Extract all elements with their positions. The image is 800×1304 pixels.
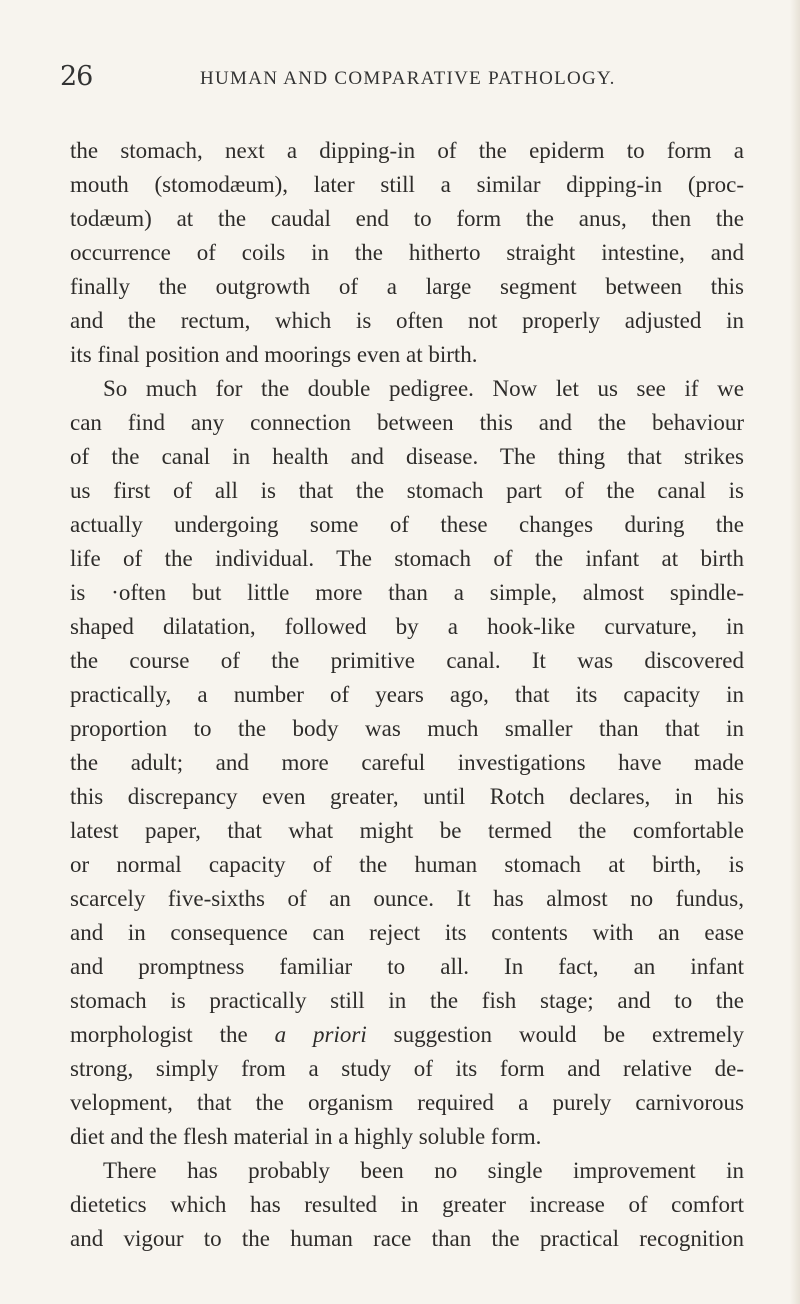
text-line: actually undergoing some of these changes during the: [70, 512, 744, 537]
text-line: proportion to the body was much smaller than that in: [70, 716, 744, 741]
text-line: the course of the primitive canal. It was discovered: [70, 648, 744, 673]
text-run: morphologist the: [70, 1022, 275, 1047]
italic-phrase: a priori: [274, 1022, 367, 1047]
text-line: the adult; and more careful investigations have made: [70, 750, 744, 775]
page-number: 26: [60, 61, 93, 92]
text-line: finally the outgrowth of a large segment between this: [70, 274, 744, 299]
text-line: life of the individual. The stomach of the infant at birth: [70, 546, 744, 571]
text-line: or normal capacity of the human stomach at birth, is: [70, 852, 744, 877]
text-line: and the rectum, which is often not properly adjusted in: [70, 308, 744, 333]
body-text: [70, 134, 744, 1256]
text-line: its final position and moorings even at birth.: [70, 342, 478, 367]
text-line: mouth (stomodæum), later still a similar dipping-in (proc-: [70, 172, 744, 197]
text-line: shaped dilatation, followed by a hook-like curvature, in: [70, 614, 744, 639]
text-line: stomach is practically still in the fish stage; and to the: [70, 988, 744, 1013]
text-line: diet and the flesh material in a highly soluble form.: [70, 1124, 542, 1149]
text-line: is ·often but little more than a simple, almost spindle-: [70, 580, 744, 605]
text-line: So much for the double pedigree. Now let us see if we: [103, 376, 744, 401]
text-line: occurrence of coils in the hitherto straight intestine, and: [70, 240, 744, 265]
text-line: can find any connection between this and the behaviour: [70, 410, 744, 435]
text-line: of the canal in health and disease. The thing that strikes: [70, 444, 744, 469]
page-header: [60, 62, 750, 92]
text-line: the stomach, next a dipping-in of the epiderm to form a: [70, 138, 744, 163]
text-line: strong, simply from a study of its form and relative de-: [70, 1056, 744, 1081]
text-line: practically, a number of years ago, that its capacity in: [70, 682, 744, 707]
text-line: todæum) at the caudal end to form the anus, then the: [70, 206, 744, 231]
text-line: and in consequence can reject its contents with an ease: [70, 920, 744, 945]
text-line: and vigour to the human race than the practical recognition: [70, 1226, 744, 1251]
text-line: us first of all is that the stomach part of the canal is: [70, 478, 744, 503]
text-line: scarcely five-sixths of an ounce. It has almost no fundus,: [70, 886, 744, 911]
text-line: velopment, that the organism required a purely carnivorous: [70, 1090, 744, 1115]
text-line: and promptness familiar to all. In fact, an infant: [70, 954, 744, 979]
text-line: latest paper, that what might be termed the comfortable: [70, 818, 744, 843]
text-line: dietetics which has resulted in greater increase of comfort: [70, 1192, 744, 1217]
running-head: HUMAN AND COMPARATIVE PATHOLOGY.: [200, 68, 616, 89]
text-line: [70, 1018, 744, 1052]
text-run: suggestion would be extremely: [366, 1022, 744, 1047]
text-line: There has probably been no single improvement in: [103, 1158, 744, 1183]
page-edge-shadow: [790, 0, 800, 1304]
text-line: this discrepancy even greater, until Rotch declares, in his: [70, 784, 744, 809]
